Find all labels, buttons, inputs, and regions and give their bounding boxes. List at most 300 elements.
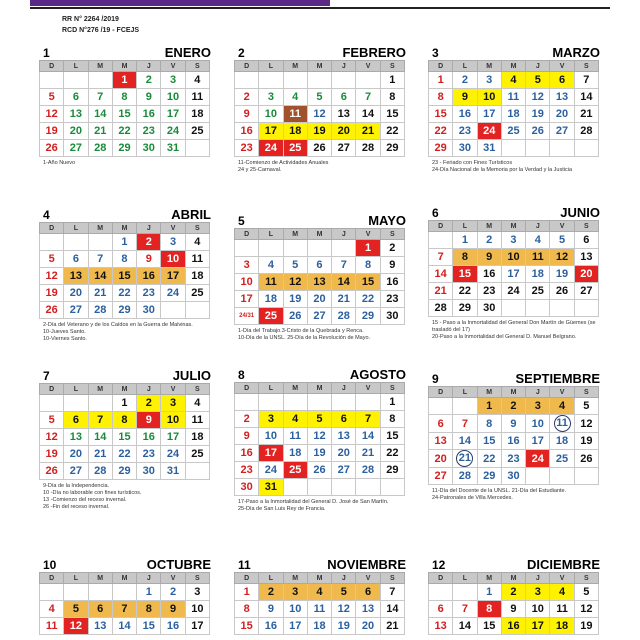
- weekday-header: V: [161, 573, 185, 584]
- day-cell: 17: [235, 291, 259, 308]
- week-row: [235, 445, 405, 462]
- week-row: [235, 257, 405, 274]
- week-row: [429, 72, 599, 89]
- day-cell: 11: [185, 412, 209, 429]
- day-cell: 17: [526, 433, 550, 450]
- month-name: DICIEMBRE: [527, 557, 600, 572]
- day-cell: 26: [40, 302, 64, 319]
- day-cell: 24: [259, 462, 283, 479]
- weekday-header: M: [283, 573, 307, 584]
- weekday-header: M: [283, 229, 307, 240]
- week-row: [40, 395, 210, 412]
- note-line: 13 -Comienzo del receso invernal.: [43, 497, 127, 503]
- day-cell: 15: [429, 106, 453, 123]
- empty-cell: [453, 398, 477, 415]
- day-cell: 25: [283, 462, 307, 479]
- day-cell: 25: [550, 450, 574, 468]
- day-cell: 2: [137, 234, 161, 251]
- day-cell: 20: [64, 123, 88, 140]
- day-cell: 7: [88, 251, 112, 268]
- weekday-header: M: [307, 573, 331, 584]
- note-line: 1-Día del Trabajo.3-Cristo de la Quebrada y Renca.: [238, 328, 364, 334]
- day-cell: 10: [526, 601, 550, 618]
- day-cell: 13: [574, 249, 598, 266]
- week-row: [235, 106, 405, 123]
- day-cell: 14: [88, 429, 112, 446]
- day-cell: 6: [64, 412, 88, 429]
- day-cell: 12: [40, 429, 64, 446]
- month-grid: [39, 222, 210, 319]
- empty-cell: [332, 479, 356, 496]
- note-line: 26 -Fin del receso invernal.: [43, 504, 110, 510]
- day-cell: 1: [477, 584, 501, 601]
- day-cell: 3: [161, 72, 185, 89]
- empty-cell: [259, 240, 283, 257]
- day-cell: 19: [574, 618, 598, 635]
- day-cell: 30: [235, 479, 259, 496]
- weekday-header: M: [283, 383, 307, 394]
- month-notes: [432, 320, 604, 341]
- day-cell: 5: [283, 257, 307, 274]
- day-cell: 23: [477, 283, 501, 300]
- week-row: [429, 140, 599, 157]
- day-cell: 17: [477, 106, 501, 123]
- weekday-header: V: [356, 383, 380, 394]
- weekday-header: V: [356, 229, 380, 240]
- month-notes: [43, 483, 215, 511]
- weekday-header: M: [88, 384, 112, 395]
- day-cell: 10: [501, 249, 525, 266]
- day-cell: 14: [356, 106, 380, 123]
- empty-cell: [88, 234, 112, 251]
- note-line: 2-Día del Veterano y de los Caídos en la Guerra de Malvinas.: [43, 322, 193, 328]
- day-cell: 10: [161, 89, 185, 106]
- day-cell: 4: [501, 72, 525, 89]
- month-junio: [426, 204, 604, 341]
- day-cell: 25: [259, 308, 283, 325]
- note-line: 10-Viernes Santo.: [43, 336, 87, 342]
- day-cell: 5: [40, 251, 64, 268]
- day-cell: 7: [112, 601, 136, 618]
- day-cell: 16: [380, 274, 404, 291]
- day-cell: 11: [259, 274, 283, 291]
- week-row: [40, 584, 210, 601]
- note-line: 1-Año Nuevo: [43, 160, 76, 166]
- day-cell: 11: [185, 89, 209, 106]
- day-cell: 2: [235, 89, 259, 106]
- month-abril: [37, 206, 215, 343]
- week-row: [235, 291, 405, 308]
- day-cell: 8: [477, 415, 501, 433]
- week-row: [235, 618, 405, 635]
- day-cell: 4: [526, 232, 550, 249]
- weekday-header: V: [161, 61, 185, 72]
- day-cell: 16: [259, 618, 283, 635]
- day-cell: 19: [526, 106, 550, 123]
- empty-cell: [259, 72, 283, 89]
- month-grid: [234, 60, 405, 157]
- day-cell: 20: [307, 291, 331, 308]
- day-cell: 18: [526, 266, 550, 283]
- day-cell: 22: [380, 123, 404, 140]
- month-notes: [43, 322, 215, 343]
- day-cell: 24/31: [235, 308, 259, 325]
- day-cell: 11: [501, 89, 525, 106]
- week-row: [235, 584, 405, 601]
- day-cell: 15: [453, 266, 477, 283]
- day-cell: 6: [64, 89, 88, 106]
- week-row: [40, 412, 210, 429]
- day-cell: 22: [356, 291, 380, 308]
- day-cell: 20: [332, 445, 356, 462]
- month-header: [232, 212, 410, 228]
- day-cell: 23: [380, 291, 404, 308]
- day-cell: 18: [259, 291, 283, 308]
- day-cell: 15: [380, 428, 404, 445]
- day-cell: 26: [307, 462, 331, 479]
- month-header: [37, 44, 215, 60]
- month-header: [37, 556, 215, 572]
- day-cell: 26: [550, 283, 574, 300]
- empty-cell: [526, 468, 550, 485]
- weekday-header: V: [550, 387, 574, 398]
- day-cell: 5: [574, 584, 598, 601]
- month-number: 3: [432, 46, 439, 60]
- week-row: [429, 601, 599, 618]
- month-number: 4: [43, 208, 50, 222]
- week-row: [235, 462, 405, 479]
- day-cell: 27: [307, 308, 331, 325]
- day-cell: 8: [137, 601, 161, 618]
- day-cell: 13: [550, 89, 574, 106]
- weekday-header: S: [185, 384, 209, 395]
- month-grid: [234, 572, 405, 635]
- day-cell: 3: [259, 89, 283, 106]
- empty-cell: [259, 394, 283, 411]
- weekday-header: M: [88, 573, 112, 584]
- empty-cell: [112, 584, 136, 601]
- day-cell: 6: [332, 89, 356, 106]
- day-cell: 30: [380, 308, 404, 325]
- empty-cell: [235, 240, 259, 257]
- empty-cell: [64, 72, 88, 89]
- note-line: 11-Comienzo de Actividades Anuales: [238, 160, 329, 166]
- day-cell: 4: [550, 584, 574, 601]
- day-cell: 28: [88, 302, 112, 319]
- empty-cell: [235, 72, 259, 89]
- weekday-header: D: [235, 229, 259, 240]
- week-row: [235, 240, 405, 257]
- week-row: [429, 266, 599, 283]
- weekday-header: L: [453, 387, 477, 398]
- month-number: 8: [238, 368, 245, 382]
- day-cell: 6: [332, 411, 356, 428]
- weekday-header: L: [453, 221, 477, 232]
- week-row: [429, 283, 599, 300]
- day-cell: 21: [356, 445, 380, 462]
- day-cell: 9: [161, 601, 185, 618]
- empty-cell: [88, 584, 112, 601]
- day-cell: 9: [380, 257, 404, 274]
- day-cell: 24: [526, 450, 550, 468]
- day-cell: 13: [64, 429, 88, 446]
- weekday-header: D: [429, 61, 453, 72]
- weekday-header: J: [137, 61, 161, 72]
- day-cell: 23: [235, 462, 259, 479]
- day-cell: 23: [137, 446, 161, 463]
- day-cell: 1: [235, 584, 259, 601]
- week-row: [429, 89, 599, 106]
- note-line: 10-Día de la UNSL. 25-Día de la Revolución de Mayo.: [238, 335, 371, 341]
- day-cell: 14: [429, 266, 453, 283]
- empty-cell: [332, 394, 356, 411]
- empty-cell: [64, 395, 88, 412]
- day-cell: 20: [332, 123, 356, 140]
- weekday-header: J: [137, 573, 161, 584]
- day-cell: 2: [137, 72, 161, 89]
- day-cell: 29: [112, 302, 136, 319]
- day-cell: 3: [161, 395, 185, 412]
- month-grid: [428, 572, 599, 635]
- weekday-header: J: [332, 229, 356, 240]
- day-cell: 25: [185, 446, 209, 463]
- weekday-header: M: [477, 61, 501, 72]
- day-cell: 24: [501, 283, 525, 300]
- weekday-header: L: [453, 573, 477, 584]
- empty-cell: [40, 395, 64, 412]
- day-cell: 15: [380, 106, 404, 123]
- month-septiembre: [426, 370, 604, 502]
- weekday-header: M: [112, 573, 136, 584]
- weekday-header: M: [501, 387, 525, 398]
- day-cell: 12: [307, 106, 331, 123]
- day-cell: 8: [453, 249, 477, 266]
- weekday-header: V: [161, 223, 185, 234]
- day-cell: 28: [453, 468, 477, 485]
- day-cell: 24: [161, 123, 185, 140]
- empty-cell: [64, 234, 88, 251]
- week-row: [429, 468, 599, 485]
- weekday-header: L: [64, 223, 88, 234]
- day-cell: 6: [574, 232, 598, 249]
- day-cell: 17: [161, 268, 185, 285]
- empty-cell: [307, 394, 331, 411]
- day-cell: 21: [88, 123, 112, 140]
- empty-cell: [429, 398, 453, 415]
- weekday-header: D: [235, 573, 259, 584]
- day-cell: 18: [550, 433, 574, 450]
- weekday-header: L: [259, 383, 283, 394]
- day-cell: 2: [137, 395, 161, 412]
- day-cell: 1: [112, 395, 136, 412]
- empty-cell: [429, 584, 453, 601]
- day-cell: 28: [574, 123, 598, 140]
- weekday-header: S: [380, 61, 404, 72]
- month-header: [232, 44, 410, 60]
- month-agosto: [232, 366, 410, 513]
- empty-cell: [40, 584, 64, 601]
- month-header: [426, 44, 604, 60]
- day-cell: 28: [356, 140, 380, 157]
- day-cell: 1: [380, 72, 404, 89]
- empty-cell: [40, 72, 64, 89]
- day-cell: 29: [477, 468, 501, 485]
- empty-cell: [88, 395, 112, 412]
- week-row: [40, 285, 210, 302]
- day-cell: 30: [501, 468, 525, 485]
- month-name: JUNIO: [560, 205, 600, 220]
- weekday-header: D: [40, 573, 64, 584]
- day-cell: 27: [550, 123, 574, 140]
- day-cell: 9: [477, 249, 501, 266]
- month-name: MARZO: [552, 45, 600, 60]
- month-notes: [432, 160, 604, 174]
- day-cell: 4: [550, 398, 574, 415]
- day-cell: 9: [137, 251, 161, 268]
- month-marzo: [426, 44, 604, 174]
- day-cell: 3: [161, 234, 185, 251]
- day-cell: 6: [429, 601, 453, 618]
- empty-cell: [356, 394, 380, 411]
- day-cell: 2: [235, 411, 259, 428]
- day-cell: [550, 415, 574, 433]
- weekday-header: L: [64, 61, 88, 72]
- day-cell: 10: [185, 601, 209, 618]
- day-cell: 6: [64, 251, 88, 268]
- day-cell: 10: [235, 274, 259, 291]
- empty-cell: [356, 72, 380, 89]
- day-cell: 1: [429, 72, 453, 89]
- month-number: 5: [238, 214, 245, 228]
- day-cell: 22: [453, 283, 477, 300]
- note-line: 17-Paso a la Inmortalidad del General D. José de San Martín.: [238, 499, 389, 505]
- day-cell: 7: [574, 72, 598, 89]
- week-row: [40, 618, 210, 635]
- day-cell: 27: [64, 463, 88, 480]
- empty-cell: [380, 479, 404, 496]
- weekday-header: S: [574, 61, 598, 72]
- day-cell: 6: [429, 415, 453, 433]
- day-cell: 9: [235, 106, 259, 123]
- day-cell: 1: [380, 394, 404, 411]
- week-row: [235, 411, 405, 428]
- weekday-header: D: [429, 573, 453, 584]
- month-grid: [39, 60, 210, 157]
- week-row: [235, 72, 405, 89]
- weekday-header: M: [88, 223, 112, 234]
- month-name: MAYO: [368, 213, 406, 228]
- week-row: [429, 433, 599, 450]
- day-cell: 14: [453, 433, 477, 450]
- month-name: ABRIL: [171, 207, 211, 222]
- day-cell: 20: [429, 450, 453, 468]
- day-cell: 30: [137, 463, 161, 480]
- empty-cell: [550, 140, 574, 157]
- empty-cell: [283, 479, 307, 496]
- note-line: 9-Día de la Independencia.: [43, 483, 110, 489]
- week-row: [40, 123, 210, 140]
- day-cell: 15: [235, 618, 259, 635]
- day-cell: 8: [112, 412, 136, 429]
- weekday-header: J: [526, 573, 550, 584]
- empty-cell: [526, 140, 550, 157]
- day-cell: 14: [574, 89, 598, 106]
- day-cell: 1: [112, 72, 136, 89]
- month-mayo: [232, 212, 410, 342]
- day-cell: 12: [283, 274, 307, 291]
- day-cell: 14: [453, 618, 477, 635]
- day-cell: 3: [477, 72, 501, 89]
- empty-cell: [283, 394, 307, 411]
- weekday-header: M: [477, 221, 501, 232]
- weekday-header: S: [380, 229, 404, 240]
- day-cell: 3: [283, 584, 307, 601]
- month-number: 6: [432, 206, 439, 220]
- day-cell: 21: [380, 618, 404, 635]
- day-cell: 21: [88, 446, 112, 463]
- week-row: [235, 479, 405, 496]
- weekday-header: J: [526, 221, 550, 232]
- day-cell: 23: [501, 450, 525, 468]
- day-cell: 28: [332, 308, 356, 325]
- note-line: 24-Patronales de Villa Mercedes.: [432, 495, 513, 501]
- week-row: [40, 429, 210, 446]
- week-row: [235, 274, 405, 291]
- weekday-header: J: [137, 384, 161, 395]
- day-cell: 13: [332, 428, 356, 445]
- day-cell: 22: [380, 445, 404, 462]
- empty-cell: [501, 140, 525, 157]
- day-cell: 24: [477, 123, 501, 140]
- day-cell: 18: [185, 268, 209, 285]
- week-row: [40, 601, 210, 618]
- top-accent-bar: [30, 0, 330, 6]
- day-cell: 5: [307, 89, 331, 106]
- day-cell: 4: [185, 234, 209, 251]
- day-cell: 5: [307, 411, 331, 428]
- weekday-header: J: [332, 573, 356, 584]
- empty-cell: [185, 463, 209, 480]
- day-cell: 24: [259, 140, 283, 157]
- day-cell: 16: [453, 106, 477, 123]
- day-cell: 7: [332, 257, 356, 274]
- day-cell: 13: [64, 268, 88, 285]
- day-cell: 20: [64, 285, 88, 302]
- day-cell: 25: [185, 285, 209, 302]
- day-cell: 14: [112, 618, 136, 635]
- day-cell: 1: [477, 398, 501, 415]
- day-cell: 16: [501, 433, 525, 450]
- weekday-header: J: [526, 61, 550, 72]
- weekday-header: M: [307, 383, 331, 394]
- day-cell: 9: [137, 89, 161, 106]
- week-row: [40, 140, 210, 157]
- week-row: [40, 251, 210, 268]
- day-cell: 12: [64, 618, 88, 635]
- day-cell: 19: [307, 445, 331, 462]
- month-octubre: [37, 556, 215, 635]
- empty-cell: [307, 240, 331, 257]
- weekday-header: J: [332, 383, 356, 394]
- day-cell: 21: [429, 283, 453, 300]
- week-row: [235, 140, 405, 157]
- empty-cell: [526, 300, 550, 317]
- note-line: 24 y 25-Carnaval.: [238, 167, 282, 173]
- day-cell: 13: [356, 601, 380, 618]
- note-line: 25-Día de San Luis Rey de Francia.: [238, 506, 326, 512]
- month-number: 11: [238, 558, 251, 572]
- weekday-header: M: [477, 573, 501, 584]
